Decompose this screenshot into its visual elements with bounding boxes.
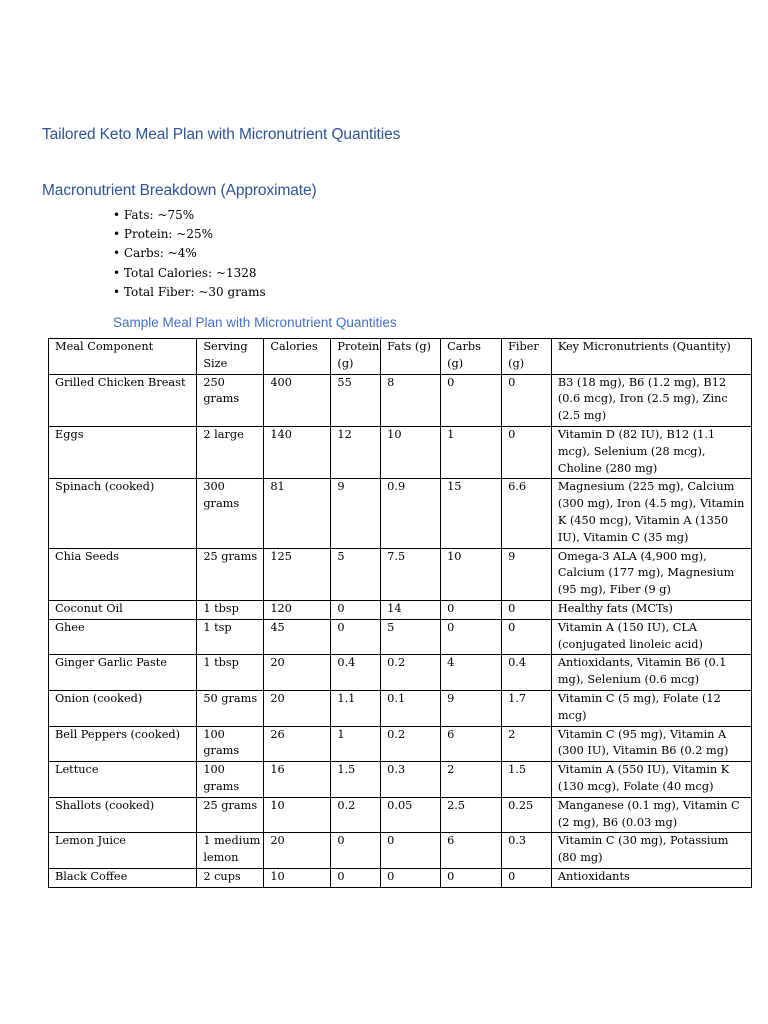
calories-cell: 45 [264, 619, 331, 655]
meal-component-cell: Spinach (cooked) [49, 479, 197, 548]
protein-cell: 12 [331, 426, 381, 478]
fats-cell: 10 [381, 426, 441, 478]
fats-cell: 7.5 [381, 548, 441, 600]
fiber-cell: 2 [502, 726, 552, 762]
micronutrients-cell: Antioxidants, Vitamin B6 (0.1 mg), Selenium (0.6 mcg) [551, 655, 751, 691]
header-row [49, 339, 752, 375]
micronutrients-cell: Vitamin C (5 mg), Folate (12 mcg) [551, 690, 751, 726]
fiber-cell: 0.25 [502, 797, 552, 833]
micronutrients-cell: Omega-3 ALA (4,900 mg), Calcium (177 mg), Magnesium (95 mg), Fiber (9 g) [551, 548, 751, 600]
table-row [49, 655, 752, 691]
fiber-cell: 6.6 [502, 479, 552, 548]
fats-cell: 0.3 [381, 762, 441, 798]
meal-component-cell: Coconut Oil [49, 600, 197, 619]
macro-protein-item: • Protein: ~25% [113, 227, 214, 242]
fiber-cell: 0.4 [502, 655, 552, 691]
meal-component-cell: Bell Peppers (cooked) [49, 726, 197, 762]
carbs-cell: 0 [441, 374, 502, 426]
serving-size-cell: 1 tbsp [197, 655, 264, 691]
col-header-carbs: Carbs (g) [441, 339, 502, 375]
meal-component-cell: Eggs [49, 426, 197, 478]
carbs-cell: 6 [441, 833, 502, 869]
serving-size-cell: 300 grams [197, 479, 264, 548]
fats-cell: 0 [381, 868, 441, 887]
serving-size-cell: 100 grams [197, 726, 264, 762]
meal-component-cell: Chia Seeds [49, 548, 197, 600]
table-caption: Sample Meal Plan with Micronutrient Quantities [113, 315, 397, 330]
meal-plan-table [48, 338, 752, 888]
fats-cell: 0.9 [381, 479, 441, 548]
fiber-cell: 9 [502, 548, 552, 600]
calories-cell: 125 [264, 548, 331, 600]
table-row [49, 479, 752, 548]
serving-size-cell: 1 tbsp [197, 600, 264, 619]
fiber-cell: 0 [502, 600, 552, 619]
protein-cell: 55 [331, 374, 381, 426]
table-row [49, 762, 752, 798]
table-body [49, 374, 752, 887]
table-row [49, 600, 752, 619]
calories-cell: 16 [264, 762, 331, 798]
micronutrients-cell: Magnesium (225 mg), Calcium (300 mg), Iron (4.5 mg), Vitamin K (450 mcg), Vitamin A (1350 IU), Vitamin C (35 mg) [551, 479, 751, 548]
micronutrients-cell: Vitamin C (95 mg), Vitamin A (300 IU), Vitamin B6 (0.2 mg) [551, 726, 751, 762]
serving-size-cell: 2 large [197, 426, 264, 478]
macro-fats-item: • Fats: ~75% [113, 208, 195, 222]
micronutrients-cell: Vitamin A (150 IU), CLA (conjugated linoleic acid) [551, 619, 751, 655]
table-header [49, 339, 752, 375]
meal-component-cell: Lettuce [49, 762, 197, 798]
protein-cell: 1.1 [331, 690, 381, 726]
carbs-cell: 4 [441, 655, 502, 691]
carbs-cell: 6 [441, 726, 502, 762]
micronutrients-cell: Manganese (0.1 mg), Vitamin C (2 mg), B6 (0.03 mg) [551, 797, 751, 833]
protein-cell: 9 [331, 479, 381, 548]
calories-cell: 20 [264, 655, 331, 691]
macronutrient-list [113, 206, 266, 302]
col-header-protein: Protein (g) [331, 339, 381, 375]
meal-component-cell: Ginger Garlic Paste [49, 655, 197, 691]
fats-cell: 0.2 [381, 655, 441, 691]
micronutrients-cell: Vitamin C (30 mg), Potassium (80 mg) [551, 833, 751, 869]
micronutrients-cell: Healthy fats (MCTs) [551, 600, 751, 619]
fiber-cell: 0 [502, 868, 552, 887]
carbs-cell: 10 [441, 548, 502, 600]
calories-cell: 120 [264, 600, 331, 619]
protein-cell: 0 [331, 833, 381, 869]
table-row [49, 833, 752, 869]
fats-cell: 0.1 [381, 690, 441, 726]
fats-cell: 5 [381, 619, 441, 655]
calories-cell: 26 [264, 726, 331, 762]
meal-component-cell: Ghee [49, 619, 197, 655]
fats-cell: 8 [381, 374, 441, 426]
serving-size-cell: 2 cups [197, 868, 264, 887]
table-row [49, 426, 752, 478]
carbs-cell: 1 [441, 426, 502, 478]
meal-component-cell: Black Coffee [49, 868, 197, 887]
serving-size-cell: 1 medium lemon [197, 833, 264, 869]
serving-size-cell: 25 grams [197, 797, 264, 833]
macro-calories-item: • Total Calories: ~1328 [113, 265, 257, 280]
col-header-micronutrients: Key Micronutrients (Quantity) [551, 339, 751, 375]
serving-size-cell: 25 grams [197, 548, 264, 600]
protein-cell: 0 [331, 619, 381, 655]
macro-carbs-item: • Carbs: ~4% [113, 246, 197, 261]
page-title: Tailored Keto Meal Plan with Micronutrient Quantities [42, 126, 401, 143]
fiber-cell: 1.7 [502, 690, 552, 726]
table-row [49, 374, 752, 426]
macro-fiber-item: • Total Fiber: ~30 grams [113, 284, 266, 299]
table-row [49, 619, 752, 655]
calories-cell: 20 [264, 690, 331, 726]
calories-cell: 20 [264, 833, 331, 869]
macronutrient-heading: Macronutrient Breakdown (Approximate) [42, 182, 317, 199]
table-row [49, 726, 752, 762]
protein-cell: 0.2 [331, 797, 381, 833]
fiber-cell: 0 [502, 619, 552, 655]
calories-cell: 140 [264, 426, 331, 478]
fiber-cell: 1.5 [502, 762, 552, 798]
table-row [49, 690, 752, 726]
col-header-calories: Calories [264, 339, 331, 375]
fats-cell: 14 [381, 600, 441, 619]
carbs-cell: 2 [441, 762, 502, 798]
meal-component-cell: Grilled Chicken Breast [49, 374, 197, 426]
calories-cell: 400 [264, 374, 331, 426]
fats-cell: 0 [381, 833, 441, 869]
col-header-fiber: Fiber (g) [502, 339, 552, 375]
protein-cell: 0.4 [331, 655, 381, 691]
fats-cell: 0.2 [381, 726, 441, 762]
protein-cell: 1.5 [331, 762, 381, 798]
fiber-cell: 0 [502, 374, 552, 426]
carbs-cell: 0 [441, 868, 502, 887]
micronutrients-cell: B3 (18 mg), B6 (1.2 mg), B12 (0.6 mcg), Iron (2.5 mg), Zinc (2.5 mg) [551, 374, 751, 426]
table-row [49, 548, 752, 600]
col-header-fats: Fats (g) [381, 339, 441, 375]
table-row [49, 797, 752, 833]
carbs-cell: 15 [441, 479, 502, 548]
micronutrients-cell: Antioxidants [551, 868, 751, 887]
calories-cell: 10 [264, 868, 331, 887]
carbs-cell: 0 [441, 600, 502, 619]
serving-size-cell: 100 grams [197, 762, 264, 798]
carbs-cell: 2.5 [441, 797, 502, 833]
protein-cell: 0 [331, 868, 381, 887]
fats-cell: 0.05 [381, 797, 441, 833]
carbs-cell: 0 [441, 619, 502, 655]
meal-component-cell: Shallots (cooked) [49, 797, 197, 833]
carbs-cell: 9 [441, 690, 502, 726]
micronutrients-cell: Vitamin A (550 IU), Vitamin K (130 mcg), Folate (40 mcg) [551, 762, 751, 798]
calories-cell: 81 [264, 479, 331, 548]
table-row [49, 868, 752, 887]
micronutrients-cell: Vitamin D (82 IU), B12 (1.1 mcg), Selenium (28 mcg), Choline (280 mg) [551, 426, 751, 478]
col-header-meal-component: Meal Component [49, 339, 197, 375]
protein-cell: 5 [331, 548, 381, 600]
meal-component-cell: Onion (cooked) [49, 690, 197, 726]
col-header-serving-size: Serving Size [197, 339, 264, 375]
fiber-cell: 0 [502, 426, 552, 478]
fiber-cell: 0.3 [502, 833, 552, 869]
meal-component-cell: Lemon Juice [49, 833, 197, 869]
calories-cell: 10 [264, 797, 331, 833]
serving-size-cell: 50 grams [197, 690, 264, 726]
serving-size-cell: 250 grams [197, 374, 264, 426]
protein-cell: 0 [331, 600, 381, 619]
serving-size-cell: 1 tsp [197, 619, 264, 655]
protein-cell: 1 [331, 726, 381, 762]
